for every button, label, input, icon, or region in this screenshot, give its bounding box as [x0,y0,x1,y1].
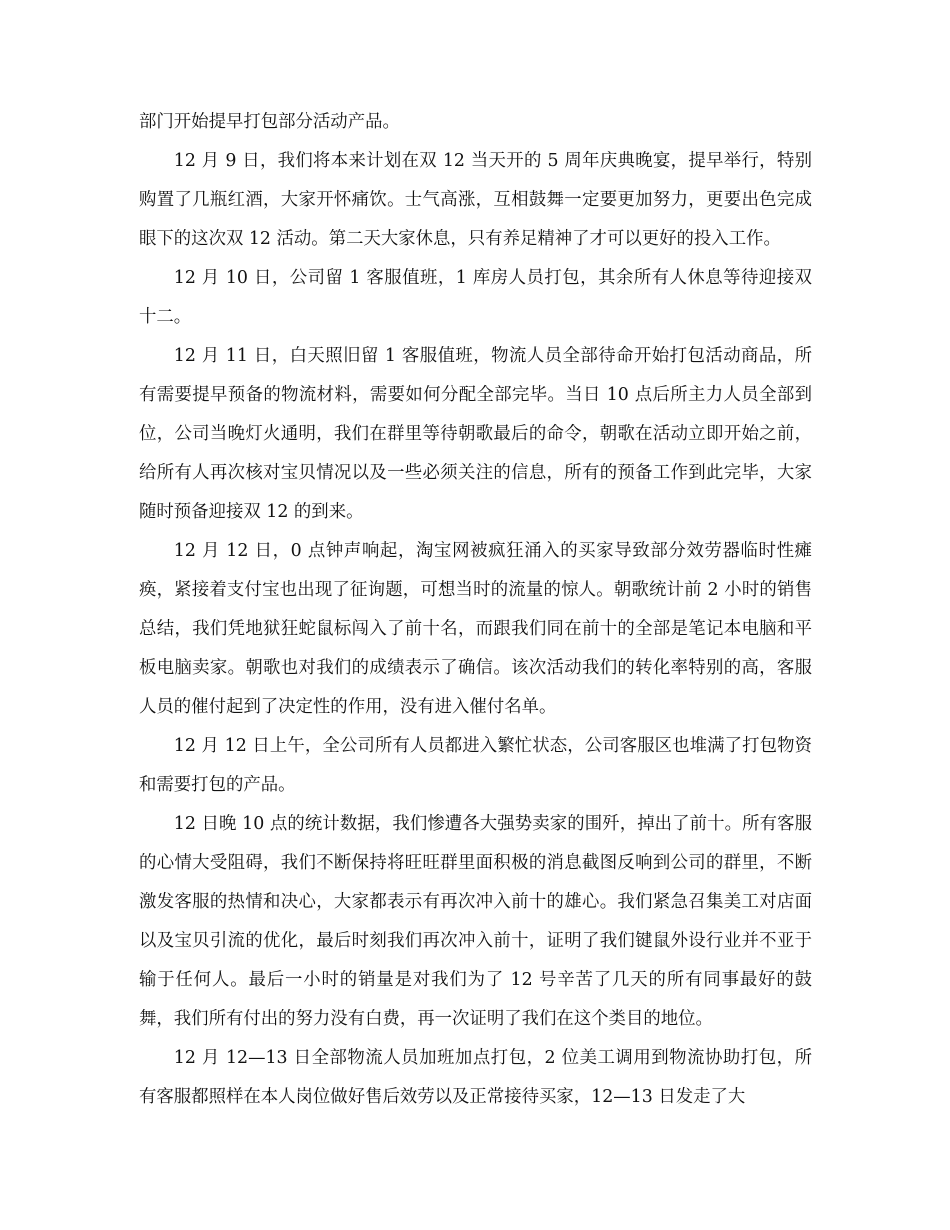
paragraph-1: 部门开始提早打包部分活动产品。 [139,112,400,132]
paragraph-4: 12 月 11 日，白天照旧留 1 客服值班，物流人员全部待命开始打包活动商品，所有需要提早预备的物流材料，需要如何分配全部完毕。当日 10 点后所主力人员全部到位，公司当晚灯火通明，我们在群里等待朝歌最后的命令，朝歌在活动立即开始之前，给所有人再次核对宝贝情况以及一些必须关注的信息，所有的预备工作到此完毕，大家随时预备迎接双 12 的到来。 [139,346,812,522]
paragraph-8: 12 月 12—13 日全部物流人员加班加点打包，2 位美工调用到物流协助打包，所有客服都照样在本人岗位做好售后效劳以及正常接待买家，12—13 日发走了大 [139,1048,812,1107]
paragraph-6: 12 月 12 日上午，全公司所有人员都进入繁忙状态，公司客服区也堆满了打包物资和需要打包的产品。 [139,736,812,795]
paragraph-3: 12 月 10 日，公司留 1 客服值班，1 库房人员打包，其余所有人休息等待迎接双十二。 [139,268,812,327]
document-page [139,103,812,1117]
paragraph-7: 12 日晚 10 点的统计数据，我们惨遭各大强势卖家的围歼，掉出了前十。所有客服的心情大受阻碍，我们不断保持将旺旺群里面积极的消息截图反响到公司的群里，不断激发客服的热情和决心，大家都表示有再次冲入前十的雄心。我们紧急召集美工对店面以及宝贝引流的优化，最后时刻我们再次冲入前十，证明了我们键鼠外设行业并不亚于输于任何人。最后一小时的销量是对我们为了 12 号辛苦了几天的所有同事最好的鼓舞，我们所有付出的努力没有白费，再一次证明了我们在这个类目的地位。 [139,814,812,1029]
paragraph-2: 12 月 9 日，我们将本来计划在双 12 当天开的 5 周年庆典晚宴，提早举行，特别购置了几瓶红酒，大家开怀痛饮。士气高涨，互相鼓舞一定要更加努力，更要出色完成眼下的这次双 12 活动。第二天大家休息，只有养足精神了才可以更好的投入工作。 [139,151,812,249]
paragraph-5: 12 月 12 日，0 点钟声响起，淘宝网被疯狂涌入的买家导致部分效劳器临时性瘫痪，紧接着支付宝也出现了征询题，可想当时的流量的惊人。朝歌统计前 2 小时的销售总结，我们凭地狱狂蛇鼠标闯入了前十名，而跟我们同在前十的全部是笔记本电脑和平板电脑卖家。朝歌也对我们的成绩表示了确信。该次活动我们的转化率特别的高，客服人员的催付起到了决定性的作用，没有进入催付名单。 [139,541,812,717]
